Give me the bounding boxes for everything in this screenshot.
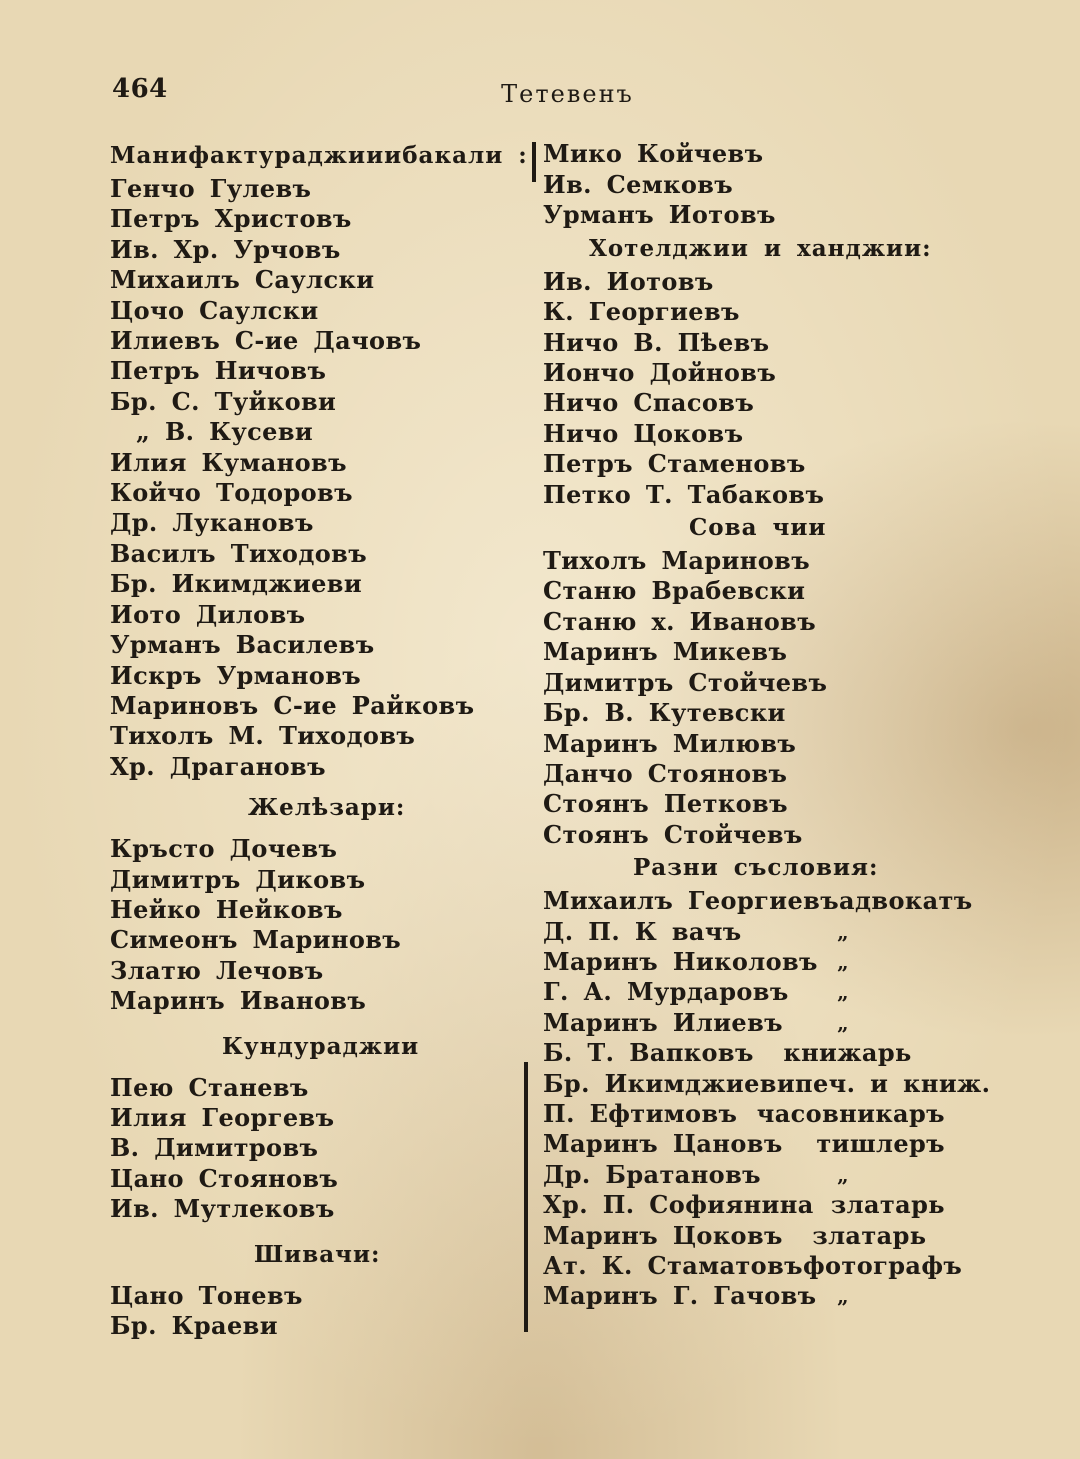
list-entry (543, 886, 973, 916)
entry-occupation: фотографъ (802, 1251, 963, 1280)
list-entry: Станю Врабевски (543, 576, 806, 606)
entry-name: Маринъ Г. Гачовъ (543, 1281, 817, 1311)
entry-occupation: „ (837, 1284, 849, 1309)
list-entry: Кръсто Дочевъ (110, 834, 338, 864)
list-entry: Искръ Урмановъ (110, 660, 362, 690)
list-entry (543, 977, 963, 1007)
list-entry: Мариновъ С-ие Райковъ (110, 690, 475, 720)
list-entry: Нейко Нейковъ (110, 894, 343, 924)
section-heading-hoteliers: Хотелджии и ханджии: (589, 234, 932, 262)
list-entry: Михаилъ Саулски (110, 265, 375, 295)
list-entry: Илиевъ С-ие Дачовъ (110, 326, 422, 356)
list-entry: Койчо Тодоровъ (110, 478, 353, 508)
section-heading-various: Разни съсловия: (633, 854, 879, 882)
list-entry: Петръ Христовъ (110, 204, 352, 234)
list-entry: Бр. Икимджиеви (110, 569, 363, 599)
list-entry: Димитръ Стойчевъ (543, 667, 828, 697)
entry-name: Г. А. Мурдаровъ (543, 977, 789, 1007)
list-entry: В. Димитровъ (110, 1133, 319, 1163)
list-entry: Ив. Семковъ (543, 170, 734, 199)
entry-name: Михаилъ Георгиевъ (543, 886, 840, 916)
list-entry: Петръ Стаменовъ (543, 449, 806, 479)
list-entry: Цано Тоневъ (110, 1280, 303, 1310)
list-entry: Данчо Стояновъ (543, 758, 788, 788)
list-entry: Бр. В. Кутевски (543, 698, 786, 728)
list-entry: Стоянъ Петковъ (543, 789, 788, 819)
list-entry: Иото Диловъ (110, 599, 306, 629)
right-column (543, 138, 991, 1312)
heading-word: бакали : (402, 142, 528, 169)
list-entry (543, 1068, 991, 1099)
list-entry: Тихолъ Мариновъ (543, 546, 811, 576)
entry-occupation: часовникаръ (756, 1098, 945, 1128)
list-entry (543, 1129, 963, 1159)
list-entry (543, 1221, 963, 1251)
list-entry (543, 1251, 963, 1281)
section-heading-ironmongers: Желѣзари: (248, 794, 406, 822)
running-head: Тетевенъ (501, 80, 634, 108)
list-entry: Цочо Саулски (110, 295, 319, 325)
list-entry (543, 1281, 963, 1311)
list-entry: К. Георгиевъ (543, 297, 740, 327)
list-entry: Илия Георгевъ (110, 1102, 335, 1132)
list-entry (543, 917, 963, 947)
left-column (110, 138, 530, 1341)
list-entry: Цано Стояновъ (110, 1163, 339, 1193)
list-entry: Ничо В. Пѣевъ (543, 327, 770, 357)
list-entry: Ив. Иотовъ (543, 266, 714, 296)
list-entry: Ничо Спасовъ (543, 388, 755, 418)
section-heading-manufacturers (110, 138, 530, 174)
section-heading-sovachii: Сова чии (689, 514, 827, 542)
page-number: 464 (112, 74, 168, 104)
list-entry: Бр. С. Туйкови (110, 386, 337, 416)
entry-name: Ат. К. Стаматовъ (543, 1251, 803, 1280)
entry-name: Др. Братановъ (543, 1159, 761, 1189)
list-entry: Василъ Тиходовъ (110, 538, 368, 568)
entry-occupation: печ. и книж. (795, 1068, 991, 1098)
list-entry: Маринъ Ивановъ (110, 986, 367, 1016)
heading-word: и (384, 142, 403, 169)
entry-occupation: книжарь (783, 1038, 912, 1068)
column-rule-top (532, 142, 536, 182)
entry-occupation: „ (837, 919, 849, 944)
list-entry (543, 1099, 963, 1129)
list-entry: Др. Лукановъ (110, 508, 314, 538)
entry-name: Хр. П. Софиянина (543, 1190, 814, 1220)
entry-occupation: златарь (830, 1190, 945, 1220)
list-entry: Пею Станевъ (110, 1072, 309, 1102)
entry-name: Маринъ Николовъ (543, 946, 818, 976)
entry-name: Маринъ Цоковъ (543, 1220, 783, 1250)
entry-occupation: златарь (812, 1220, 927, 1250)
entry-name: Д. П. К вачъ (543, 916, 742, 946)
list-entry: Ив. Мутлековъ (110, 1194, 335, 1224)
entry-name: Бр. Икимджиеви (543, 1068, 796, 1098)
entry-occupation: „ (837, 949, 849, 974)
heading-word: Манифактураджии (110, 142, 385, 169)
list-entry: Маринъ Милювъ (543, 728, 797, 758)
section-heading-tailors: Шивачи: (254, 1240, 381, 1268)
list-entry: Маринъ Микевъ (543, 637, 788, 667)
entry-name: Маринъ Цановъ (543, 1129, 783, 1159)
entry-occupation: „ (837, 1162, 849, 1187)
list-entry: Илия Кумановъ (110, 447, 347, 477)
list-entry: Станю х. Ивановъ (543, 606, 817, 636)
list-entry: Петръ Ничовъ (110, 356, 327, 386)
list-entry: Бр. Краеви (110, 1311, 278, 1340)
list-entry (543, 1038, 963, 1068)
entry-name: Маринъ Илиевъ (543, 1007, 783, 1037)
entry-occupation: адвокатъ (839, 886, 973, 916)
list-entry: Генчо Гулевъ (110, 174, 312, 203)
list-entry: Димитръ Диковъ (110, 864, 366, 894)
list-entry (543, 1160, 963, 1190)
list-entry: Урманъ Иотовъ (543, 200, 776, 230)
entry-occupation: „ (837, 980, 849, 1005)
list-entry (543, 1008, 963, 1038)
list-entry: Ничо Цоковъ (543, 418, 744, 448)
list-entry: Хр. Драгановъ (110, 751, 326, 781)
list-entry: Стоянъ Стойчевъ (543, 819, 803, 849)
list-entry: Петко Т. Табаковъ (543, 479, 825, 509)
list-entry: „ В. Кусеви (136, 417, 314, 447)
list-entry: Тихолъ М. Тиходовъ (110, 721, 416, 751)
list-entry: Симеонъ Мариновъ (110, 925, 402, 955)
section-heading-shoemakers: Кундураджии (222, 1032, 420, 1060)
entry-name: П. Ефтимовъ (543, 1098, 738, 1128)
list-entry: Урманъ Василевъ (110, 630, 375, 660)
list-entry: Златю Лечовъ (110, 955, 324, 985)
entry-occupation: тишлеръ (816, 1129, 945, 1159)
entry-occupation: „ (837, 1010, 849, 1035)
list-entry: Мико Койчевъ (543, 139, 764, 168)
list-entry (543, 1190, 963, 1220)
entry-name: Б. Т. Вапковъ (543, 1038, 754, 1068)
list-entry (543, 947, 963, 977)
list-entry: Иончо Дойновъ (543, 358, 777, 388)
list-entry: Ив. Хр. Урчовъ (110, 234, 341, 264)
